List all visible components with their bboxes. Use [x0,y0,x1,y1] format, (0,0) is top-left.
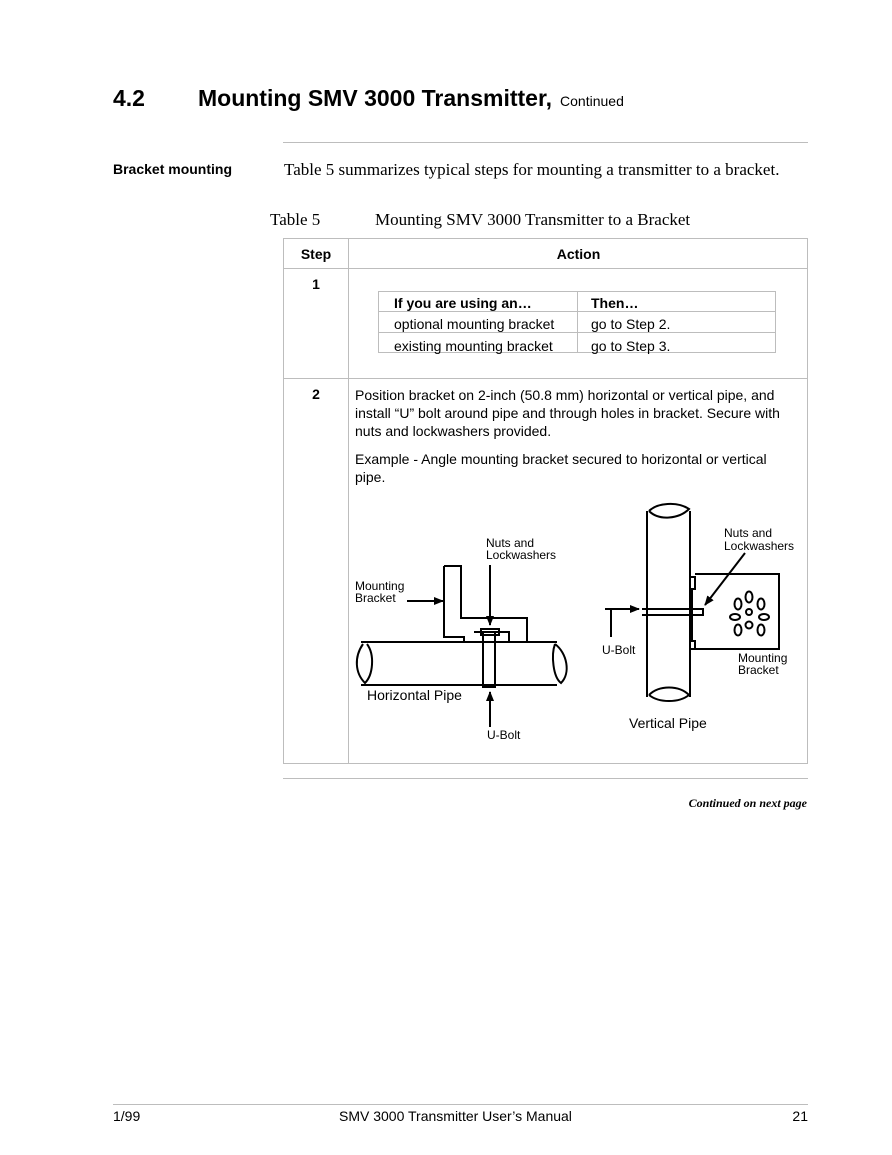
decision-row-2-result: go to Step 3. [591,338,671,354]
h-nuts-label-line2: Lockwashers [486,548,557,562]
decision-header-result: Then… [591,295,639,311]
bracket-hole [758,625,765,636]
mounting-diagram [349,497,801,757]
top-divider [283,142,808,143]
continued-label: Continued [560,93,624,109]
decision-header-condition: If you are using an… [394,295,532,311]
decision-table-column-divider [577,291,578,353]
decision-table-row-divider [378,332,776,333]
vertical-u-bolt [642,609,703,615]
column-header-action: Action [556,246,601,262]
bracket-hole [735,599,742,610]
step-2-instructions: Position bracket on 2-inch (50.8 mm) horizontal or vertical pipe, and install “U” bolt around pipe and through holes in bracket. Secure with nuts and lockwashers provided. [355,387,780,439]
v-pipe-label: Vertical Pipe [629,715,707,731]
decision-table-header-divider [378,311,776,312]
bracket-hole [758,599,765,610]
table-row-divider [283,378,808,379]
bracket-hole [759,614,769,620]
h-bracket-label-line2: Bracket [355,591,396,605]
v-nuts-label-line2: Lockwashers [724,539,795,553]
v-bracket-label-line1: Mounting [738,651,788,665]
footer-page-number: 21 [792,1108,808,1124]
table-header-divider [283,268,808,269]
bottom-divider [283,778,808,779]
v-bracket-label-line2: Bracket [738,663,779,677]
h-nuts-label-line1: Nuts and [486,536,535,550]
step-2-example: Example - Angle mounting bracket secured to horizontal or vertical pipe. [355,451,767,485]
footer-divider [113,1104,808,1105]
column-header-step: Step [300,246,332,262]
side-label: Bracket mounting [113,161,233,177]
horizontal-u-bolt [483,632,495,687]
step-number-2: 2 [312,386,320,402]
bracket-hole [746,592,753,603]
decision-row-2-condition: existing mounting bracket [394,338,553,354]
vertical-pipe-bottom-end [649,688,689,702]
h-pipe-label: Horizontal Pipe [367,687,462,703]
section-number: 4.2 [113,85,145,111]
decision-row-1-result: go to Step 2. [591,316,671,332]
bracket-hole [735,625,742,636]
h-bracket-label-line1: Mounting [355,579,405,593]
v-nuts-label-line1: Nuts and [724,526,773,540]
table-caption-number: Table 5 [270,210,321,229]
footer-date: 1/99 [113,1108,141,1124]
page-title [198,85,624,112]
bracket-hole [730,614,740,620]
footer-manual-title: SMV 3000 Transmitter User’s Manual [339,1108,572,1124]
table-caption-title: Mounting SMV 3000 Transmitter to a Bracket [375,210,691,229]
bracket-hole [746,609,752,615]
bracket-hole [746,622,753,629]
vertical-pipe-top-end [649,504,689,518]
vertical-nuts-arrow [705,553,745,605]
page-title-text: Mounting SMV 3000 Transmitter, [198,85,553,111]
horizontal-pipe-left-end [357,644,372,683]
step-number-1: 1 [312,276,320,292]
intro-text: Table 5 summarizes typical steps for mounting a transmitter to a bracket. [284,160,780,179]
h-ubolt-label: U-Bolt [487,728,521,742]
decision-row-1-condition: optional mounting bracket [394,316,555,332]
horizontal-pipe-right-end [553,644,567,683]
continued-on-next-page: Continued on next page [688,796,807,810]
v-ubolt-label: U-Bolt [602,643,636,657]
angle-mounting-bracket [444,566,527,642]
